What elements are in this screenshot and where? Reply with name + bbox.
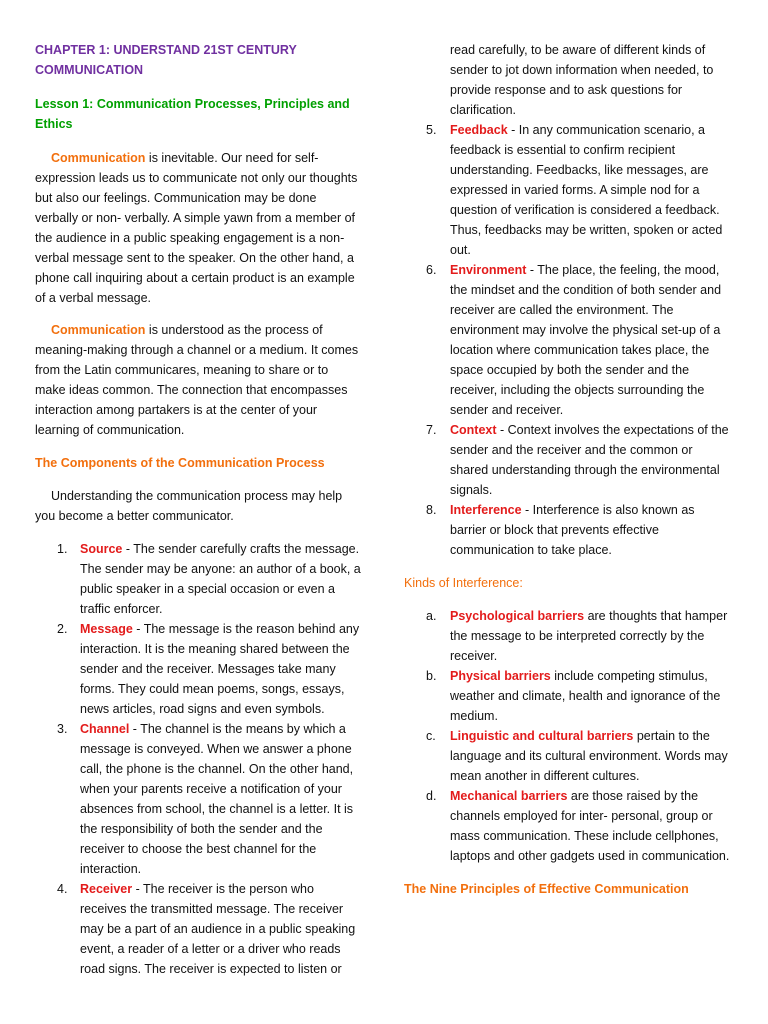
components-list <box>35 539 361 979</box>
list-item <box>35 539 361 619</box>
list-item <box>404 726 734 786</box>
paragraph-text: is inevitable. Our need for self-expression leads us to communicate not only our thoughts but also our feelings. Communication may be done verbally or non- verbally. A simple yawn from a member of the audience in a public speaking engagement is a non-verbal message sent to the speaker. On the other hand, a phone call inquiring about a certain product is an example of a verbal message. <box>35 151 358 305</box>
list-item <box>404 786 734 866</box>
list-letter: a. <box>426 609 437 623</box>
list-item-text: are thoughts that hamper the message to be interpreted correctly by the receiver. <box>450 609 728 663</box>
list-letter: b. <box>426 669 437 683</box>
list-item-text: pertain to the language and its cultural environment. Words may mean another in different cultures. <box>450 729 728 783</box>
list-item <box>404 420 734 500</box>
keyword-feedback: Feedback <box>450 123 508 137</box>
keyword-source: Source <box>80 542 123 556</box>
list-item-text: - The receiver is the person who receives the transmitted message. The receiver may be a part of an audience in a public speaking event, a reader of a letter or a driver who reads road signs. The receiver is expected to listen or <box>80 882 356 976</box>
list-number: 2. <box>57 622 68 636</box>
paragraph-text: is understood as the process of meaning-making through a channel or a medium. It comes from the Latin communicares, meaning to share or to make ideas common. The connection that encompasses interaction among partakers is at the center of your learning of communication. <box>35 323 359 437</box>
list-item <box>404 500 734 560</box>
list-letter: d. <box>426 789 437 803</box>
list-number: 4. <box>57 882 68 896</box>
list-item-text: - Interference is also known as barrier or block that prevents effective communication to take place. <box>450 503 695 557</box>
left-column <box>35 38 361 979</box>
keyword-linguistic-cultural-barriers: Linguistic and cultural barriers <box>450 729 634 743</box>
keyword-communication: Communication <box>51 151 146 165</box>
interference-heading: Kinds of Interference: <box>404 576 523 590</box>
receiver-continued-text: read carefully, to be aware of different kinds of sender to jot down information when needed, to provide response and to ask questions for clarification. <box>450 43 714 117</box>
list-item <box>404 666 734 726</box>
interference-list <box>404 606 734 866</box>
keyword-message: Message <box>80 622 133 636</box>
keyword-channel: Channel <box>80 722 130 736</box>
list-item <box>35 619 361 719</box>
list-item-text: - The sender carefully crafts the message. The sender may be anyone: an author of a book, a public speaker in a special occasion or even a traffic enforcer. <box>80 542 361 616</box>
intro-paragraph-3: Understanding the communication process may help you become a better communicator. <box>35 489 343 523</box>
keyword-communication: Communication <box>51 323 146 337</box>
list-item-text: include competing stimulus, weather and climate, health and ignorance of the medium. <box>450 669 721 723</box>
intro-paragraph-2 <box>35 320 361 440</box>
list-item-text: are those raised by the channels employed for inter- personal, group or mass communication. These include cellphones, laptops and other gadgets used in communication. <box>450 789 730 863</box>
keyword-context: Context <box>450 423 497 437</box>
list-item <box>35 879 361 979</box>
components-list-continued <box>404 120 734 560</box>
keyword-receiver: Receiver <box>80 882 133 896</box>
list-item-text: - The channel is the means by which a message is conveyed. When we answer a phone call, the phone is the channel. On the other hand, when your parents receive a notification of your absences from school, the channel is a letter. It is the responsibility of both the sender and the receiver to choose the best channel for the interaction. <box>80 722 354 876</box>
components-heading: The Components of the Communication Process <box>35 456 325 470</box>
list-number: 5. <box>426 123 437 137</box>
list-item <box>404 120 734 260</box>
keyword-environment: Environment <box>450 263 527 277</box>
chapter-title: CHAPTER 1: UNDERSTAND 21ST CENTURY COMMUNICATION <box>35 43 297 77</box>
list-item-text: - The place, the feeling, the mood, the mindset and the condition of both sender and receiver are called the environment. The environment may involve the physical set-up of a location where communication takes place, the space occupied by both the sender and the receiver, including the objects surrounding the sender and receiver. <box>450 263 722 417</box>
keyword-physical-barriers: Physical barriers <box>450 669 551 683</box>
list-item <box>404 606 734 666</box>
list-number: 3. <box>57 722 68 736</box>
list-item-text: - In any communication scenario, a feedback is essential to confirm recipient understanding. Feedbacks, like messages, are expressed in varied forms. A simple nod for a question of verification is considered a feedback. Thus, feedbacks may be written, spoken or acted out. <box>450 123 723 257</box>
right-column <box>404 40 734 899</box>
list-number: 7. <box>426 423 437 437</box>
list-letter: c. <box>426 729 436 743</box>
list-number: 6. <box>426 263 437 277</box>
list-number: 8. <box>426 503 437 517</box>
intro-paragraph-1 <box>35 148 361 308</box>
list-item-text: - The message is the reason behind any interaction. It is the meaning shared between the sender and the receiver. Messages take many forms. They could mean poems, songs, essays, news articles, road signs and even symbols. <box>80 622 360 716</box>
lesson-title: Lesson 1: Communication Processes, Principles and Ethics <box>35 97 350 131</box>
principles-heading: The Nine Principles of Effective Communication <box>404 882 689 896</box>
list-item <box>404 260 734 420</box>
list-number: 1. <box>57 542 68 556</box>
keyword-mechanical-barriers: Mechanical barriers <box>450 789 568 803</box>
keyword-interference: Interference <box>450 503 522 517</box>
list-item-text: - Context involves the expectations of the sender and the receiver and the common or shared understanding through the environmental signals. <box>450 423 729 497</box>
keyword-psychological-barriers: Psychological barriers <box>450 609 585 623</box>
list-item <box>35 719 361 879</box>
